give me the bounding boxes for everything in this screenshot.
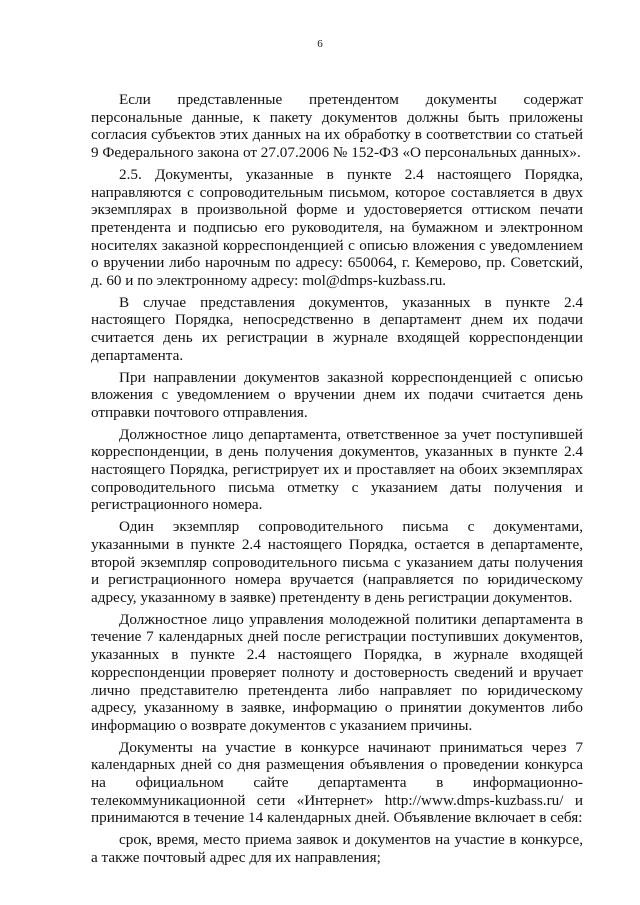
paragraph-personal-data-consent: Если представленные претендентом документы содержат персональные данные, к пакету документов должны быть приложены согласия субъектов этих данных на их обработку в соответствии со статьей 9 Федерального закона от 27.07.2006 № 152-ФЗ «О персональных данных». bbox=[91, 91, 583, 162]
paragraph-copies: Один экземпляр сопроводительного письма с документами, указанными в пункте 2.4 настоящего Порядка, остается в департаменте, второй экземпляр сопроводительного письма с указанием даты получения и регистрационного номера вручается (направляется по юридическому адресу, указанному в заявке) претенденту в день регистрации документов. bbox=[91, 518, 583, 606]
paragraph-registration: Должностное лицо департамента, ответственное за учет поступившей корреспонденции, в день получения документов, указанных в пункте 2.4 настоящего Порядка, регистрирует их и проставляет на обоих экземплярах сопроводительного письма отметку с указанием даты получения и регистрационного номера. bbox=[91, 425, 583, 514]
paragraph-2-5-submission: 2.5. Документы, указанные в пункте 2.4 настоящего Порядка, направляются с сопроводительным письмом, которое составляется в двух экземплярах в произвольной форме и удостоверяется оттиском печати претендента и подписью его руководителя, на бумажном и электронном носителях заказной корреспонденцией с описью вложения с уведомлением о вручении либо нарочным по адресу: 650064, г. Кемерово, пр. Советский, д. 60 и по электронному адресу: mol@dmps-kuzbass.ru. bbox=[91, 165, 583, 290]
paragraph-review: Должностное лицо управления молодежной политики департамента в течение 7 календарных дней после регистрации поступивших документов, указанных в пункте 2.4 настоящего Порядка, в журнале входящей корреспонденции проверяет полноту и достоверность сведений и вручает лично представителю претендента либо направляет по юридическому адресу, указанному в заявке, информацию о принятии документов либо информацию о возврате документов с указанием причины. bbox=[91, 610, 583, 734]
page-number: 6 bbox=[317, 38, 323, 50]
document-body bbox=[91, 91, 583, 869]
paragraph-direct-submission: В случае представления документов, указанных в пункте 2.4 настоящего Порядка, непосредственно в департамент днем их подачи считается день их регистрации в журнале входящей корреспонденции департамента. bbox=[91, 293, 583, 364]
paragraph-announcement-item: срок, время, место приема заявок и документов на участие в конкурсе, а также почтовый адрес для их направления; bbox=[91, 831, 583, 866]
paragraph-acceptance-period: Документы на участие в конкурсе начинают приниматься через 7 календарных дней со дня размещения объявления о проведении конкурса на официальном сайте департамента в информационно-телекоммуникационной сети «Интернет» http://www.dmps-kuzbass.ru/ и принимаются в течение 14 календарных дней. Объявление включает в себя: bbox=[91, 738, 583, 827]
paragraph-mail-submission: При направлении документов заказной корреспонденцией с описью вложения с уведомлением о вручении днем их подачи считается день отправки почтового отправления. bbox=[91, 368, 583, 421]
